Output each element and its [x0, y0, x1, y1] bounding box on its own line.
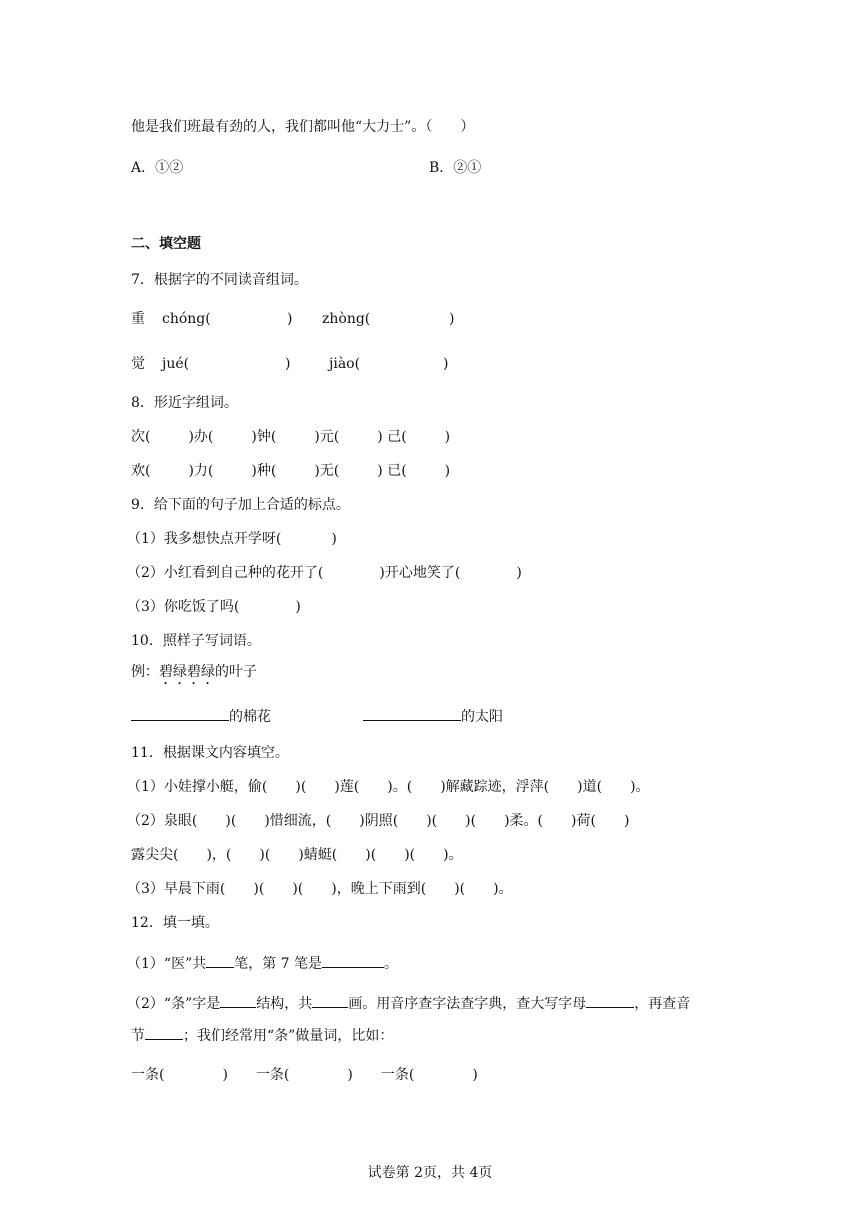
q11-l2-p8: ) [623, 813, 630, 829]
q12-s1-blank2[interactable] [322, 953, 384, 968]
q9-s2: （2）小红看到自己种的花开了( )开心地笑了( ) [127, 565, 522, 581]
q8-r2-c5: ) [444, 463, 451, 479]
q7-row2-char: 觉 [131, 356, 145, 372]
q8-r1-c5: ) [444, 429, 451, 445]
q9-s1: （1）我多想快点开学呀( ) [127, 531, 337, 547]
q11-l1-p5: )道( [577, 779, 603, 795]
q11-l1-p6: )。 [630, 779, 650, 795]
q12-s2-blank2[interactable] [312, 993, 348, 1008]
q8-r1-c2: )钟( [251, 429, 277, 445]
q11-l1-p2: )莲( [334, 779, 360, 795]
q12-s2-c: 画。用音序查字法查字典，查大写字母 [348, 996, 587, 1012]
q11-l1-p3: )。( [387, 779, 413, 795]
q11-l2-p1: )( [225, 813, 237, 829]
q12-s2-blank3[interactable] [586, 993, 634, 1008]
q11-l2-p7: )荷( [571, 813, 596, 829]
section-title: 二、填空题 [131, 236, 201, 252]
q7-row1-pinyin1: chóng( [162, 311, 211, 327]
q12-s4-p3: ) [347, 1067, 353, 1083]
q10-example-prefix: 例： [131, 664, 159, 680]
q10-example-dotted: 碧绿碧绿 [159, 664, 215, 680]
q11-l1-p4: )解藏踪迹，浮萍( [440, 779, 550, 795]
q8-r2-c4: ) 已( [377, 463, 407, 479]
q11-line4 [127, 879, 513, 899]
q8-r2-c0: 欢( [131, 463, 151, 479]
q12-s3-a: 节 [131, 1028, 145, 1044]
q11-l1-p1: )( [295, 779, 307, 795]
q12-s3-blank[interactable] [145, 1025, 183, 1040]
q7-row1-pinyin2: zhòng( [322, 311, 371, 327]
q12-s1-a: （1）“医”共 [127, 956, 207, 972]
q8-r1-c3: )元( [314, 429, 340, 445]
q12-s2-a: （2）“条”字是 [127, 996, 221, 1012]
q12-s1-c: 。 [384, 956, 399, 972]
q10-blank2 [363, 706, 503, 727]
q10-example [131, 662, 257, 688]
q9-s3-text: （3）你吃饭了吗( [127, 599, 240, 615]
q12-s2-blank1[interactable] [220, 993, 256, 1008]
q8-row2 [131, 461, 450, 481]
q8-r1-c1: )办( [188, 429, 214, 445]
q11-l4-p1: )( [253, 881, 265, 897]
q11-l4-p2: )( [292, 881, 304, 897]
q11-l2-p6: )柔。( [504, 813, 543, 829]
q7-row2-close1: ) [285, 356, 291, 372]
q12-s4-p4: 一条( [380, 1067, 415, 1083]
q11-l3-p0: 露尖尖( [131, 847, 179, 863]
q9-s2-text-a: （2）小红看到自己种的花开了( [127, 565, 324, 581]
q11-l2-p0: （2）泉眼( [127, 813, 198, 829]
q7-row1-close1: ) [287, 311, 293, 327]
q10-title: 10．照样子写词语。 [131, 633, 261, 649]
q11-l4-p5: )。 [493, 881, 513, 897]
q11-line3 [131, 845, 463, 865]
q12-s4-p0: 一条( [131, 1067, 165, 1083]
q11-l3-p1: )，( [206, 847, 232, 863]
q10-blank1-suffix: 的棉花 [229, 709, 271, 725]
q11-l3-p2: )( [259, 847, 271, 863]
q11-title: 11．根据课文内容填空。 [131, 745, 289, 761]
q6-option-b[interactable]: B．②① [429, 160, 482, 176]
q11-l3-p6: )。 [443, 847, 463, 863]
q12-s1 [127, 953, 398, 974]
q8-r2-c1: )力( [188, 463, 214, 479]
q8-r1-c0: 次( [131, 429, 151, 445]
q11-l2-p5: )( [465, 813, 477, 829]
q10-blank1 [131, 706, 271, 727]
q7-row2-pinyin2: jiào( [329, 356, 361, 372]
q12-s4 [131, 1065, 478, 1085]
q11-l4-p0: （3）早晨下雨( [127, 881, 226, 897]
q11-line1 [127, 777, 650, 797]
q8-row1 [131, 427, 450, 447]
q12-s3 [131, 1025, 393, 1046]
q8-title: 8．形近字组词。 [131, 395, 238, 411]
q12-s4-p5: ) [472, 1067, 478, 1083]
q7-row2-close2: ) [443, 356, 449, 372]
q12-s1-blank1[interactable] [206, 953, 234, 968]
q7-row1-char: 重 [131, 311, 145, 327]
q11-l4-p3: )，晚上下雨到( [331, 881, 427, 897]
q11-line2 [127, 811, 629, 831]
q9-s3: （3）你吃饭了吗( ) [127, 599, 301, 615]
q11-l3-p4: )( [365, 847, 377, 863]
q7-title: 7．根据字的不同读音组词。 [131, 272, 308, 288]
q11-l4-p4: )( [454, 881, 466, 897]
q10-blank2-line[interactable] [363, 706, 461, 721]
q6-sentence: 他是我们班最有劲的人，我们都叫他“大力士”。（ ） [131, 119, 475, 135]
q10-example-suffix: 的叶子 [215, 664, 257, 680]
q10-blank1-line[interactable] [131, 706, 229, 721]
q7-row1-close2: ) [449, 311, 455, 327]
q11-l3-p3: )蜻蜓( [298, 847, 338, 863]
q12-s2 [127, 993, 690, 1014]
q11-l2-p4: )( [426, 813, 438, 829]
q11-l2-p2: )惜细流，( [264, 813, 332, 829]
q12-s1-b: 笔，第 7 笔是 [234, 956, 323, 972]
q8-r2-c3: )无( [314, 463, 340, 479]
q9-s2-text-b: )开心地笑了( [379, 565, 461, 581]
q12-s3-b: ；我们经常用“条”做量词，比如： [183, 1028, 394, 1044]
q8-r2-c2: )种( [251, 463, 277, 479]
q12-s2-b: 结构，共 [256, 996, 313, 1012]
q11-l1-p0: （1）小娃撑小艇，偷( [127, 779, 268, 795]
q12-s4-p1: ) [222, 1067, 228, 1083]
q9-title: 9．给下面的句子加上合适的标点。 [131, 497, 350, 513]
page-footer: 试卷第 2页，共 4页 [367, 1165, 493, 1181]
q10-blank2-suffix: 的太阳 [461, 709, 503, 725]
q6-option-a[interactable]: A．①② [131, 160, 184, 176]
q7-row2-pinyin1: jué( [162, 356, 190, 372]
q12-s2-d: ，再查音 [634, 996, 691, 1012]
q9-s1-text: （1）我多想快点开学呀( [127, 531, 282, 547]
q12-s4-p2: 一条( [255, 1067, 290, 1083]
q11-l2-p3: )阴照( [359, 813, 399, 829]
q11-l3-p5: )( [404, 847, 416, 863]
q8-r1-c4: ) 己( [377, 429, 407, 445]
q12-title: 12．填一填。 [131, 915, 219, 931]
